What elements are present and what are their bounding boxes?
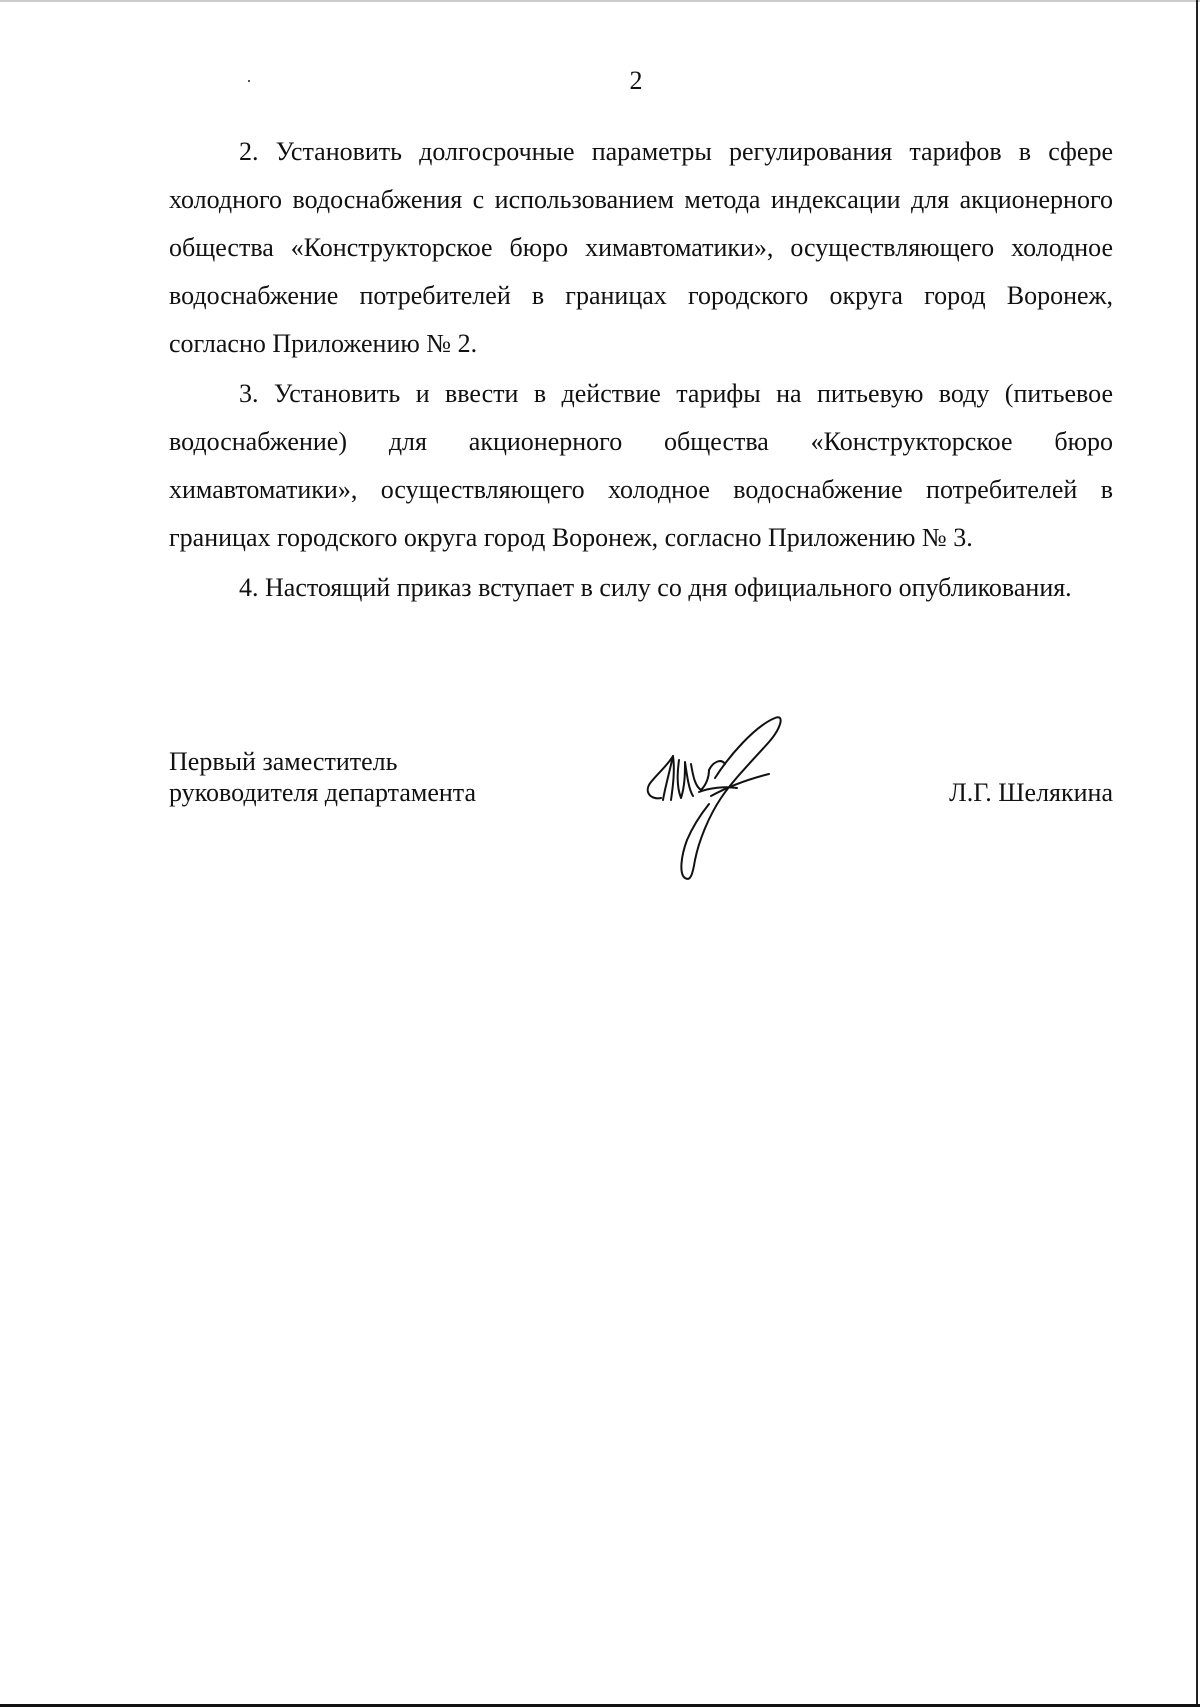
signature-block	[169, 746, 1113, 886]
paragraph-item-4: 4. Настоящий приказ вступает в силу со дня официального опубликования.	[239, 573, 1072, 602]
scan-edge-top	[0, 0, 1200, 2]
handwritten-signature	[629, 716, 829, 886]
scan-edge-right	[1196, 0, 1198, 1707]
page-number: 2	[629, 66, 643, 95]
signer-name: Л.Г. Шелякина	[949, 778, 1113, 807]
document-body	[169, 128, 1113, 614]
signer-position-line-2: руководителя департамента	[169, 778, 477, 807]
signer-position	[169, 746, 476, 808]
signer-position-line-1: Первый заместитель	[169, 747, 398, 776]
paragraph-item-3: 3. Установить и ввести в действие тарифы на питьевую воду (питьевое водоснабжение) для акционерного общества «Конструкторское бюро химавтоматики», осуществляющего холодное водоснабжение потребителей в границах городского округа город Воронеж, согласно Приложению № 3.	[169, 379, 1113, 552]
paragraph-item-2: 2. Установить долгосрочные параметры регулирования тарифов в сфере холодного водоснабжения с использованием метода индексации для акционерного общества «Конструкторское бюро химавтоматики», осуществляющего холодное водоснабжение потребителей в границах городского округа город Воронеж, согласно Приложению № 2.	[169, 137, 1113, 358]
